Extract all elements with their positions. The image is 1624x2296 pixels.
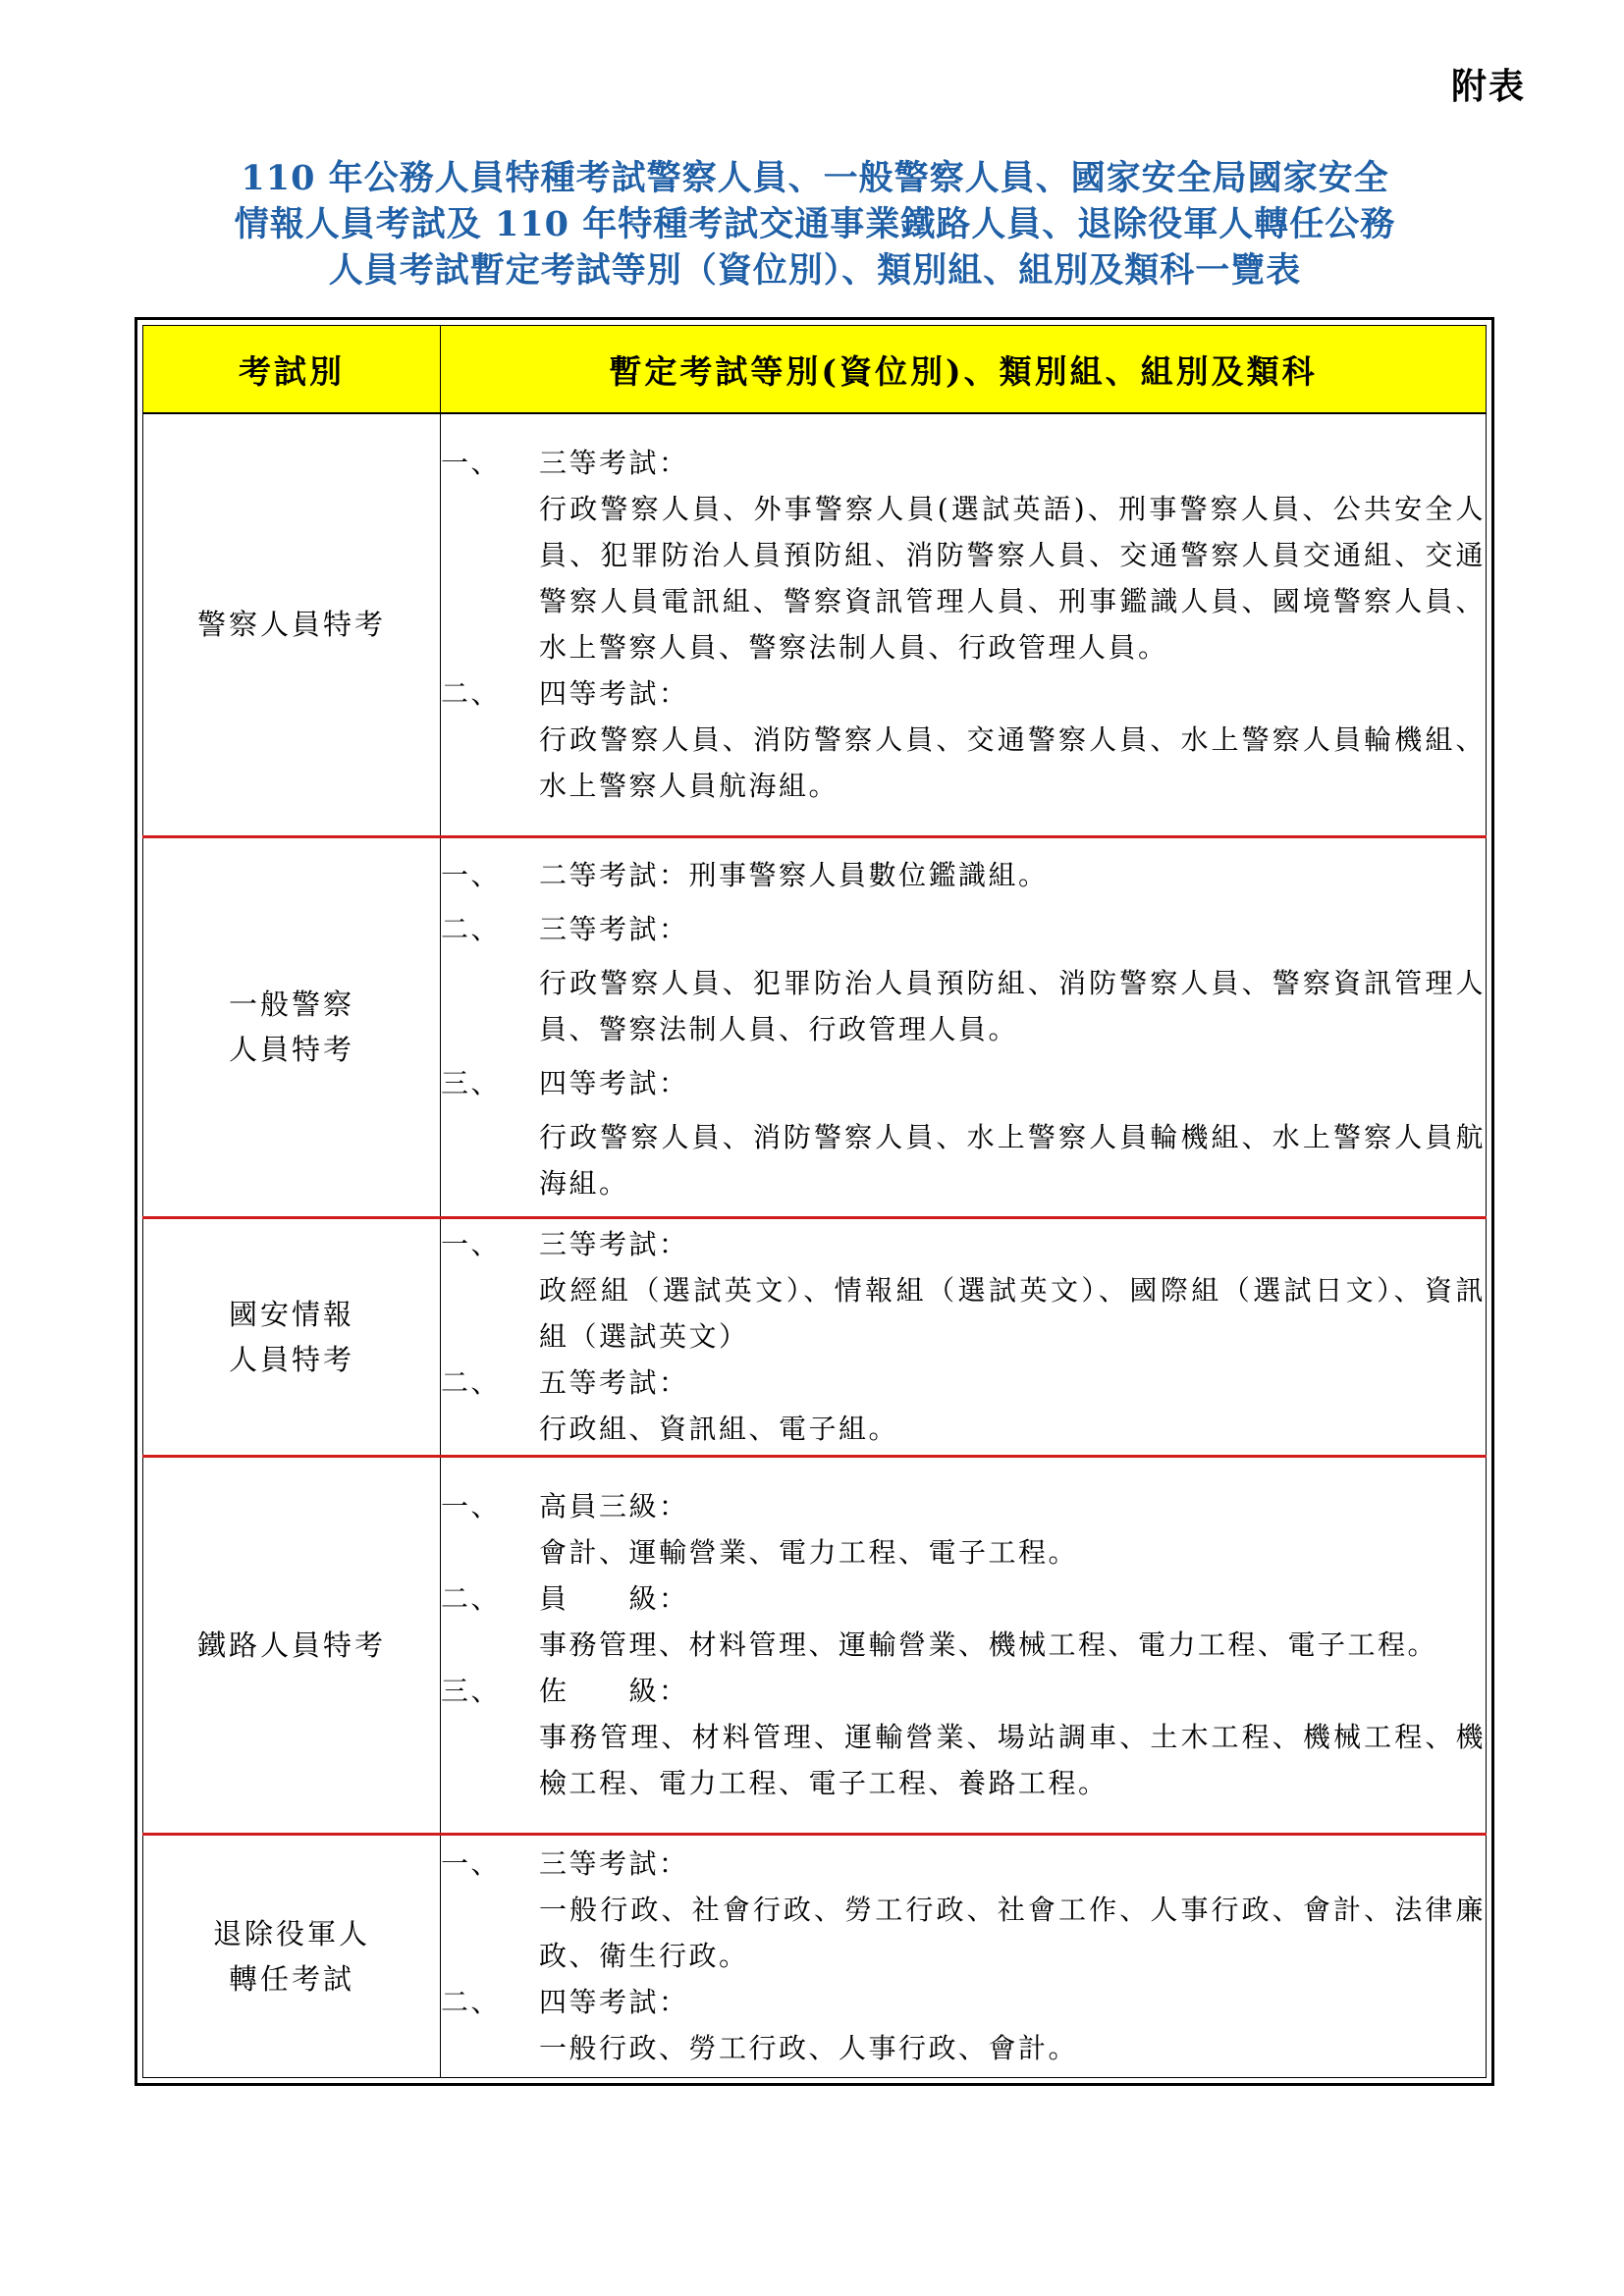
exam-name-line: 一般警察 bbox=[228, 988, 354, 1021]
list-item bbox=[441, 1483, 1486, 1575]
item-heading: 三等考試： bbox=[539, 1228, 689, 1260]
table-header-row bbox=[143, 326, 1487, 414]
item-heading: 二等考試：刑事警察人員數位鑑識組。 bbox=[539, 858, 1049, 891]
list-item bbox=[441, 1060, 1486, 1206]
list-item bbox=[441, 1668, 1486, 1806]
list-item bbox=[441, 1841, 1486, 1979]
item-number: 三、 bbox=[441, 1675, 502, 1707]
item-number: 二、 bbox=[441, 677, 502, 711]
exam-name-line: 國安情報 bbox=[228, 1297, 354, 1331]
item-heading: 四等考試： bbox=[539, 1986, 689, 2019]
item-number: 二、 bbox=[441, 1986, 502, 2019]
item-detail: 會計、運輸營業、電力工程、電子工程。 bbox=[539, 1536, 1079, 1569]
item-heading: 三等考試： bbox=[539, 912, 689, 945]
item-detail: 事務管理、材料管理、運輸營業、場站調車、土木工程、機械工程、機檢工程、電力工程、電子工程、養路工程。 bbox=[539, 1721, 1486, 1799]
item-heading: 佐 級： bbox=[539, 1675, 689, 1707]
exam-detail-cell bbox=[441, 1456, 1487, 1834]
item-number: 一、 bbox=[441, 1847, 502, 1881]
list-item bbox=[441, 670, 1486, 809]
table-row bbox=[143, 836, 1487, 1217]
table-row bbox=[143, 1217, 1487, 1456]
item-number: 三、 bbox=[441, 1066, 502, 1099]
exam-detail-cell bbox=[441, 413, 1487, 836]
item-number: 二、 bbox=[441, 1366, 502, 1399]
list-item bbox=[441, 852, 1486, 898]
item-number: 一、 bbox=[441, 447, 502, 480]
item-detail: 行政警察人員、消防警察人員、水上警察人員輪機組、水上警察人員航海組。 bbox=[539, 1120, 1486, 1200]
exam-name-line: 人員特考 bbox=[228, 1342, 354, 1376]
list-item bbox=[441, 440, 1486, 670]
item-heading: 五等考試： bbox=[539, 1366, 689, 1399]
item-number: 一、 bbox=[441, 1490, 502, 1522]
item-number: 一、 bbox=[441, 858, 502, 891]
exam-name-line: 退除役軍人 bbox=[212, 1916, 370, 1950]
item-heading: 四等考試： bbox=[539, 1066, 689, 1099]
list-item bbox=[441, 1979, 1486, 2071]
item-heading: 高員三級： bbox=[539, 1490, 689, 1522]
list-item bbox=[441, 906, 1486, 1052]
exam-detail-cell bbox=[441, 1217, 1487, 1456]
item-heading: 四等考試： bbox=[539, 677, 689, 711]
title-line-3: 人員考試暫定考試等別（資位別）、類別組、組別及類科一覽表 bbox=[328, 250, 1302, 291]
table-row bbox=[143, 1456, 1487, 1834]
list-item bbox=[441, 1360, 1486, 1452]
exam-name-line: 轉任考試 bbox=[228, 1961, 354, 1996]
exam-detail-cell bbox=[441, 836, 1487, 1217]
exam-name-line: 人員特考 bbox=[228, 1033, 354, 1066]
item-detail: 一般行政、社會行政、勞工行政、社會工作、人事行政、會計、法律廉政、衛生行政。 bbox=[539, 1894, 1486, 1973]
item-detail: 事務管理、材料管理、運輸營業、機械工程、電力工程、電子工程。 bbox=[539, 1629, 1438, 1661]
header-exam-detail: 暫定考試等別(資位別)、類別組、組別及類科 bbox=[441, 326, 1487, 414]
item-detail: 政經組（選試英文）、情報組（選試英文）、國際組（選試日文）、資訊組（選試英文） bbox=[539, 1274, 1486, 1353]
item-detail: 一般行政、勞工行政、人事行政、會計。 bbox=[539, 2032, 1079, 2065]
appendix-label: 附表 bbox=[1450, 66, 1526, 107]
document-title bbox=[137, 155, 1492, 294]
table-row bbox=[143, 413, 1487, 836]
item-number: 二、 bbox=[441, 912, 502, 945]
item-detail: 行政警察人員、消防警察人員、交通警察人員、水上警察人員輪機組、水上警察人員航海組。 bbox=[539, 723, 1486, 803]
item-heading: 三等考試： bbox=[539, 1847, 689, 1881]
header-exam-type: 考試別 bbox=[143, 326, 441, 414]
list-item bbox=[441, 1575, 1486, 1668]
item-detail: 行政警察人員、犯罪防治人員預防組、消防警察人員、警察資訊管理人員、警察法制人員、行政管理人員。 bbox=[539, 966, 1486, 1045]
item-heading: 員 級： bbox=[539, 1582, 689, 1615]
list-item bbox=[441, 1221, 1486, 1360]
item-number: 二、 bbox=[441, 1582, 502, 1615]
item-heading: 三等考試： bbox=[539, 447, 689, 480]
exam-name-cell bbox=[143, 1456, 441, 1834]
exam-name-line: 警察人員特考 bbox=[196, 608, 386, 642]
title-line-1: 110 年公務人員特種考試警察人員、一般警察人員、國家安全局國家安全 bbox=[241, 158, 1389, 198]
item-detail: 行政組、資訊組、電子組。 bbox=[539, 1413, 899, 1445]
title-line-2: 情報人員考試及 110 年特種考試交通事業鐵路人員、退除役軍人轉任公務 bbox=[234, 204, 1396, 244]
exam-name-line: 鐵路人員特考 bbox=[196, 1628, 386, 1662]
exam-name-cell bbox=[143, 1217, 441, 1456]
item-number: 一、 bbox=[441, 1228, 502, 1260]
table-row bbox=[143, 1834, 1487, 2078]
exam-table bbox=[142, 325, 1487, 2078]
exam-table-frame bbox=[135, 317, 1494, 2086]
item-detail: 行政警察人員、外事警察人員(選試英語)、刑事警察人員、公共安全人員、犯罪防治人員預防組、消防警察人員、交通警察人員交通組、交通警察人員電訊組、警察資訊管理人員、刑事鑑識人員、國境警察人員、水上警察人員、警察法制人員、行政管理人員。 bbox=[539, 493, 1486, 665]
exam-name-cell bbox=[143, 836, 441, 1217]
exam-name-cell bbox=[143, 413, 441, 836]
exam-name-cell bbox=[143, 1834, 441, 2078]
exam-detail-cell bbox=[441, 1834, 1487, 2078]
